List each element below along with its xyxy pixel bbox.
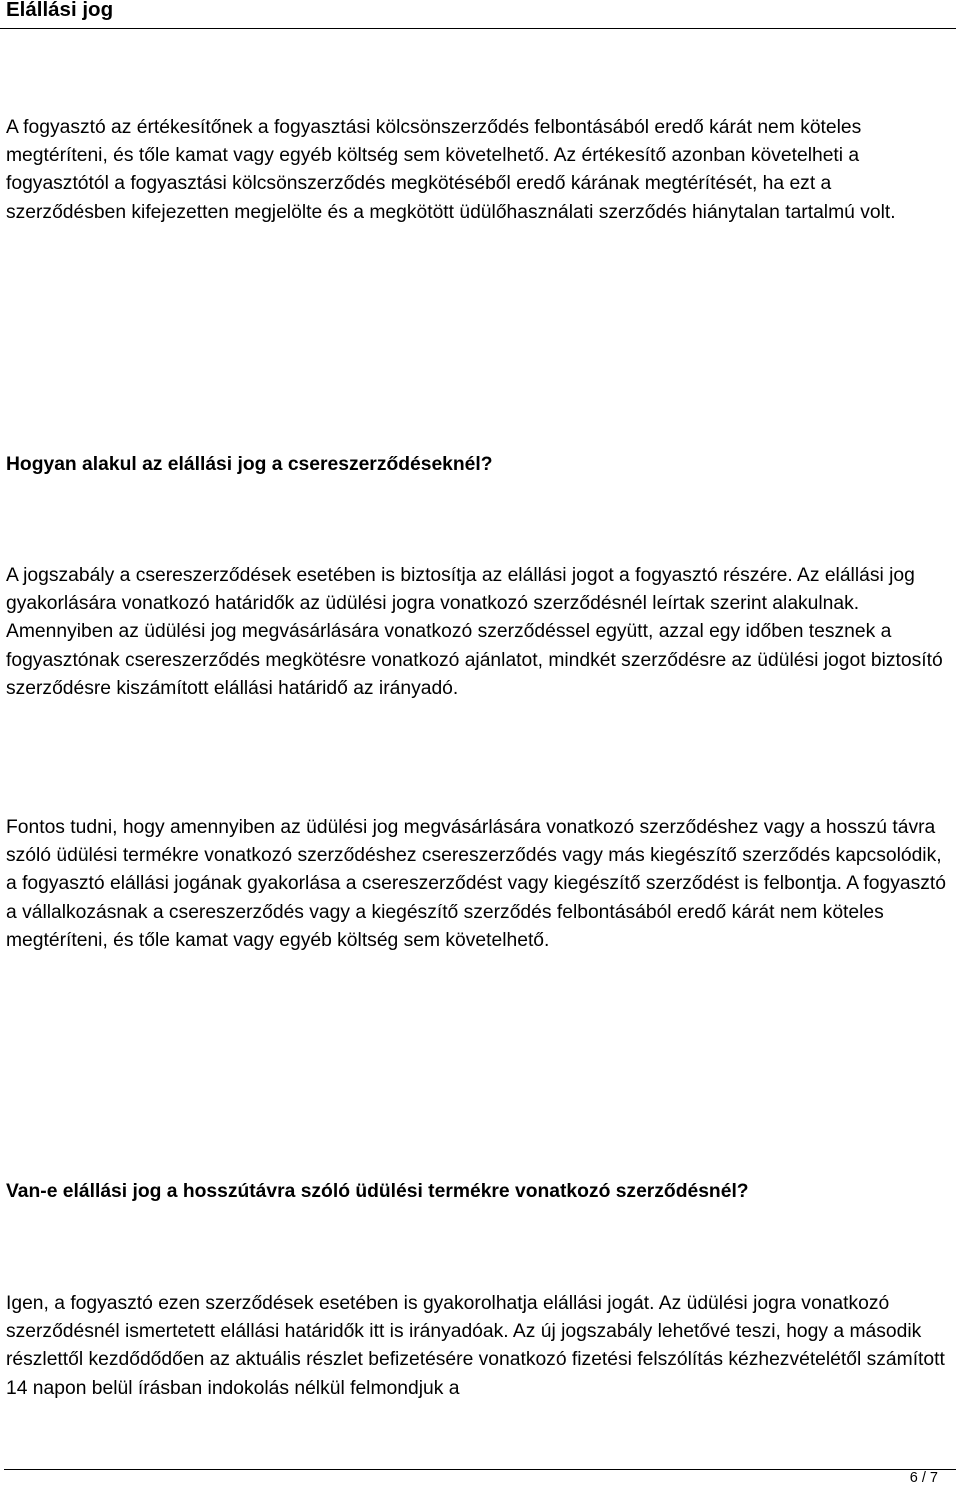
section-heading-exchange-contracts: Hogyan alakul az elállási jog a csereszerződéseknél? [6,454,493,475]
footer-divider [4,1469,956,1470]
page-header [0,0,956,29]
paragraph-exchange-contracts: A jogszabály a csereszerződések esetében is biztosítja az elállási jogot a fogyasztó részére. Az elállási jog gyakorlására vonatkozó határidők az üdülési jogra vonatkozó szerződésnél leírtak szerint alakulnak. Amennyiben az üdülési jog megvásárlására vonatkozó szerződéssel együtt, azzal egy időben tesznek a fogyasztónak csereszerződés megkötésre vonatkozó ajánlatot, mindkét szerződésre az üdülési jogot biztosító szerződésre kiszámított elállási határidő az irányadó. [6,565,943,699]
paragraph-ancillary-contracts: Fontos tudni, hogy amennyiben az üdülési jog megvásárlására vonatkozó szerződéshez vagy a hosszú távra szóló üdülési termékre vonatkozó szerződéshez csereszerződés vagy más kiegészítő szerződés kapcsolódik, a fogyasztó elállási jogának gyakorlása a csereszerződést vagy kiegészítő szerződést is felbontja. A fogyasztó a vállalkozásnak a csereszerződés vagy a kiegészítő szerződés felbontásából eredő kárát nem köteles megtéríteni, és tőle kamat vagy egyéb költség sem követelhető. [6,817,946,951]
document-title: Elállási jog [6,0,114,21]
paragraph-damages: A fogyasztó az értékesítőnek a fogyasztási kölcsönszerződés felbontásából eredő kárát nem köteles megtéríteni, és tőle kamat vagy egyéb költség sem követelhető. Az értékesítő azonban követelheti a fogyasztótól a fogyasztási kölcsönszerződés megkötéséből eredő kárának megtérítését, ha ezt a szerződésben kifejezetten megjelölte és a megkötött üdülőhasználati szerződés hiánytalan tartalmú volt. [6,117,896,223]
section-heading-long-term-products: Van-e elállási jog a hosszútávra szóló üdülési termékre vonatkozó szerződésnél? [6,1181,749,1202]
paragraph-long-term-products: Igen, a fogyasztó ezen szerződések esetében is gyakorolhatja elállási jogát. Az üdülési jogra vonatkozó szerződésnél ismertetett elállási határidők itt is irányadóak. Az új jogszabály lehetővé teszi, hogy a második részlettől kezdődődően az aktuális részlet befizetésére vonatkozó fizetési felszólítás kézhezvételétől számított 14 napon belül írásban indokolás nélkül felmondjuk a [6,1293,945,1399]
page-number: 6 / 7 [909,1470,938,1486]
